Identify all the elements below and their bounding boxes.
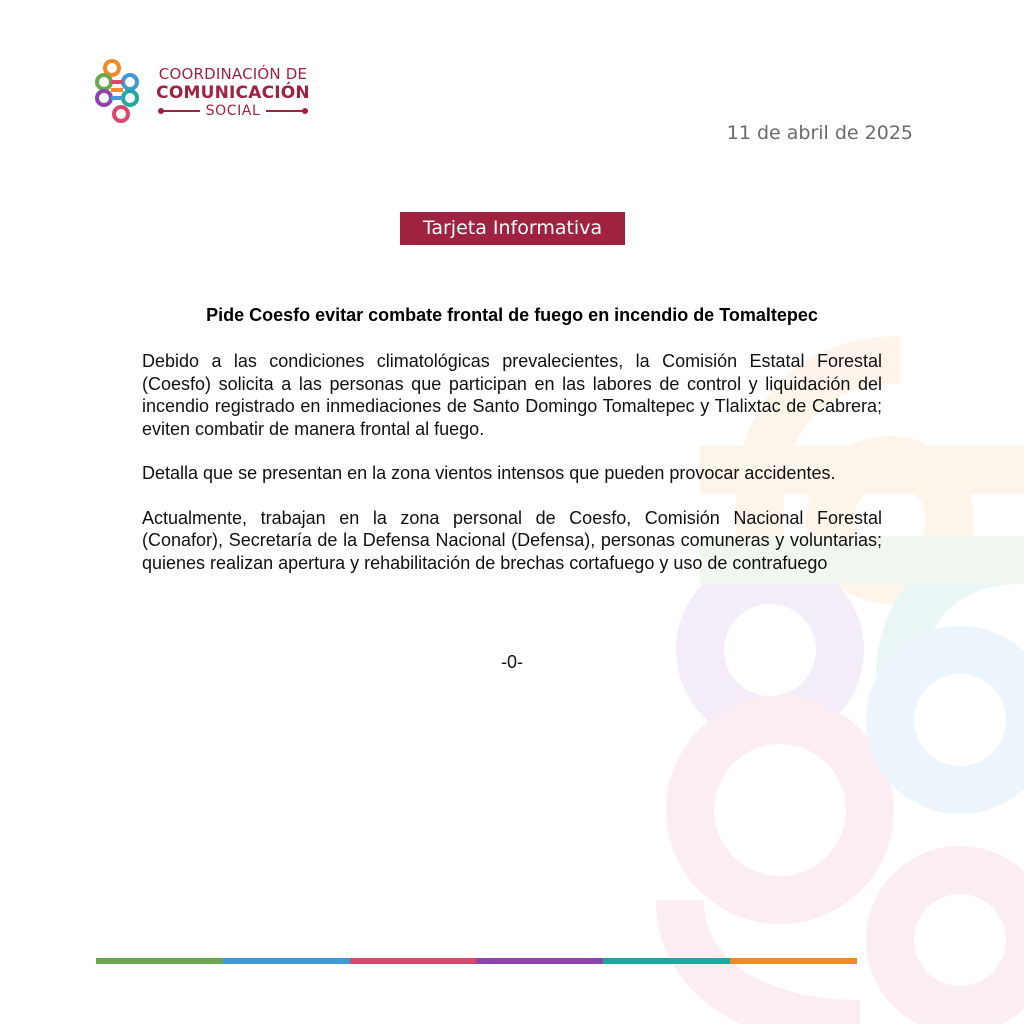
publication-date: 11 de abril de 2025 <box>726 122 913 144</box>
bar-segment-orange <box>730 958 857 964</box>
paragraph-1: Debido a las condiciones climatológicas prevalecientes, la Comisión Estatal Forestal (Coesfo) solicita a las personas que participan en las labores de control y liquidación del incendio registrado en inmediaciones de Santo Domingo Tomaltepec y Tlalixtac de Cabrera; eviten combatir de manera frontal al fuego. <box>142 351 882 439</box>
bar-segment-green <box>96 958 223 964</box>
logo-wordmark <box>148 66 318 119</box>
logo-line-3 <box>148 103 318 119</box>
logo-rule-right <box>266 110 306 112</box>
closing-mark: -0- <box>501 652 523 672</box>
document-type-badge: Tarjeta Informativa <box>400 212 625 245</box>
bar-segment-purple <box>476 958 603 964</box>
coordinacion-logo <box>94 58 324 128</box>
bar-segment-pink <box>350 958 477 964</box>
paragraph-2: Detalla que se presentan en la zona vientos intensos que pueden provocar accidentes. <box>142 463 836 483</box>
logo-line-3-text: SOCIAL <box>205 103 261 119</box>
logo-emblem-icon <box>94 58 142 124</box>
logo-rule-left <box>160 110 200 112</box>
logo-line-2: COMUNICACIÓN <box>156 83 310 103</box>
paragraph-3: Actualmente, trabajan en la zona personal de Coesfo, Comisión Nacional Forestal (Conafor), Secretaría de la Defensa Nacional (Defensa), personas comuneras y voluntarias; quienes realizan apertura y rehabilitación de brechas cortafuego y uso de contrafuego <box>142 507 882 573</box>
bar-segment-blue <box>223 958 350 964</box>
logo-line-1: COORDINACIÓN DE <box>158 65 308 83</box>
bar-segment-teal <box>603 958 730 964</box>
article-body <box>142 350 882 596</box>
article-headline: Pide Coesfo evitar combate frontal de fuego en incendio de Tomaltepec <box>206 305 818 325</box>
color-bar-divider <box>96 958 857 964</box>
